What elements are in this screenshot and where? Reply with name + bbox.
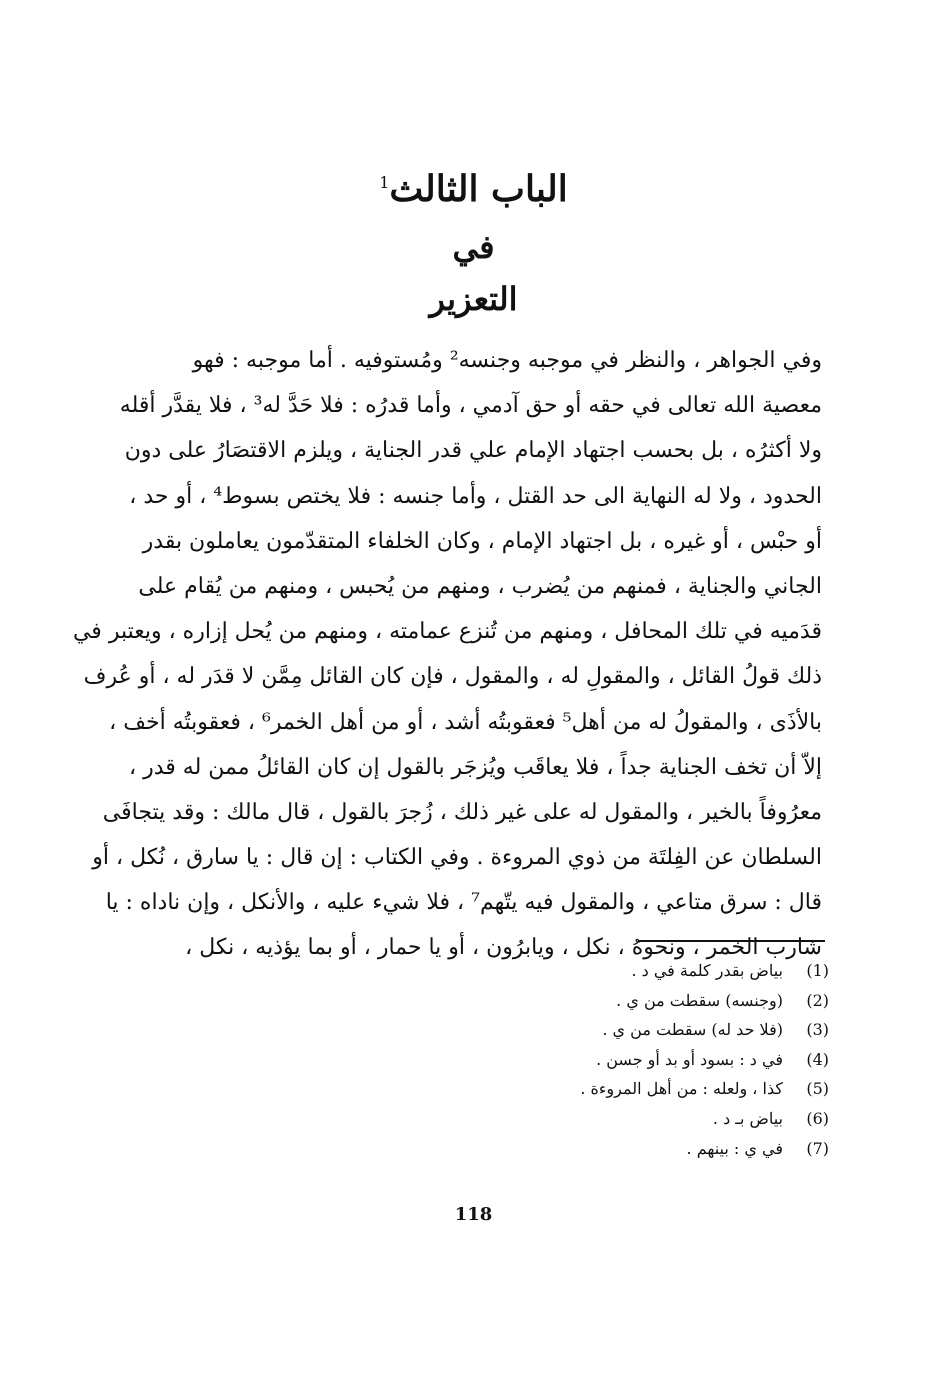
footnote-item [520, 986, 829, 1016]
footnote-text: (وجنسه) سقطت من ي . [616, 990, 783, 1010]
footnote-item [520, 1045, 829, 1075]
body-line: بالأذَى ، والمقولُ له من أهل⁵ فعقوبتُه أشد ، أو من أهل الخمر⁶ ، فعقوبتُه أخف ، [109, 709, 822, 735]
chapter-preposition: في [452, 228, 495, 266]
footnote-item [520, 1015, 829, 1045]
footnote-item [520, 1104, 829, 1134]
chapter-title-text: الباب الثالث [389, 168, 568, 210]
footnote-number: (5) [806, 1079, 829, 1099]
chapter-title [0, 168, 947, 210]
footnote-text: في ي : بينهم . [686, 1138, 783, 1158]
footnote-text: (فلا حد له) سقطت من ي . [602, 1020, 783, 1040]
footnote-divider [638, 940, 825, 942]
chapter-title-footnote-mark: 1 [379, 173, 390, 192]
body-line: إلاّ أن تخف الجناية جداً ، فلا يعاقَب ويُزجَر بالقول إن كان القائلُ ممن له قدر ، [129, 754, 822, 780]
footnote-number: (6) [806, 1108, 829, 1128]
footnotes-list [520, 956, 829, 1163]
footnote-item [520, 1074, 829, 1104]
footnote-number: (7) [806, 1138, 829, 1158]
body-line: ذلك قولُ القائل ، والمقولِ له ، والمقول ، فإن كان القائل مِمَّن لا قدَر له ، أو عُرف [83, 664, 822, 690]
footnote-number: (4) [806, 1049, 829, 1069]
footnote-number: (2) [806, 990, 829, 1010]
footnote-text: بياض بقدر كلمة في د . [631, 961, 783, 980]
body-paragraph [72, 338, 822, 971]
body-line: معرُوفاً بالخير ، والمقول له على غير ذلك ، زُجرَ بالقول ، قال مالك : وقد يتجافَى [102, 799, 822, 825]
chapter-subject: التعزير [429, 280, 518, 318]
body-line: السلطان عن الفِلتَة من ذوي المروءة . وفي الكتاب : إن قال : يا سارق ، نُكل ، أو [92, 845, 822, 871]
body-line: قال : سرق متاعي ، والمقول فيه يتّهم⁷ ، فلا شيء عليه ، والأنكل ، وإن ناداه : يا [105, 890, 822, 916]
footnote-text: بياض بـ د . [712, 1108, 783, 1128]
footnote-item [520, 956, 829, 986]
footnote-text: كذا ، ولعله : من أهل المروءة . [580, 1079, 783, 1099]
body-line: وفي الجواهر ، والنظر في موجبه وجنسه² ومُستوفيه . أما موجبه : فهو [192, 348, 822, 373]
footnote-number: (3) [806, 1020, 829, 1040]
footnote-number: (1) [806, 961, 829, 980]
body-line: الجاني والجناية ، فمنهم من يُضرب ، ومنهم من يُحبس ، ومنهم من يُقام على [138, 573, 822, 599]
body-line: قدَميه في تلك المحافل ، ومنهم من تُنزع عمامته ، ومنهم من يُحل إزاره ، ويعتبر في [72, 619, 822, 645]
body-line: شارب الخمر ، ونحوهُ ، نكل ، ويابرُون ، أو يا حمار ، أو بما يؤذيه ، نكل ، [185, 935, 822, 961]
body-line: ولا أكثرُه ، بل بحسب اجتهاد الإمام علي قدر الجناية ، ويلزم الاقتصَارُ على دون [124, 438, 822, 464]
footnote-text: في د : بسود أو بد أو جسن . [596, 1049, 783, 1069]
body-line: أو حبْس ، أو غيره ، بل اجتهاد الإمام ، وكان الخلفاء المتقدّمون يعاملون بقدر [142, 528, 822, 554]
body-line: الحدود ، ولا له النهاية الى حد القتل ، وأما جنسه : فلا يختص بسوط⁴ ، أو حد ، [129, 483, 822, 509]
body-line: معصية الله تعالى في حقه أو حق آدمي ، وأما قدرُه : فلا حَدَّ له³ ، فلا يقدَّر أقله [119, 393, 822, 419]
page-number: 118 [454, 1204, 493, 1225]
footnote-item [520, 1134, 829, 1164]
